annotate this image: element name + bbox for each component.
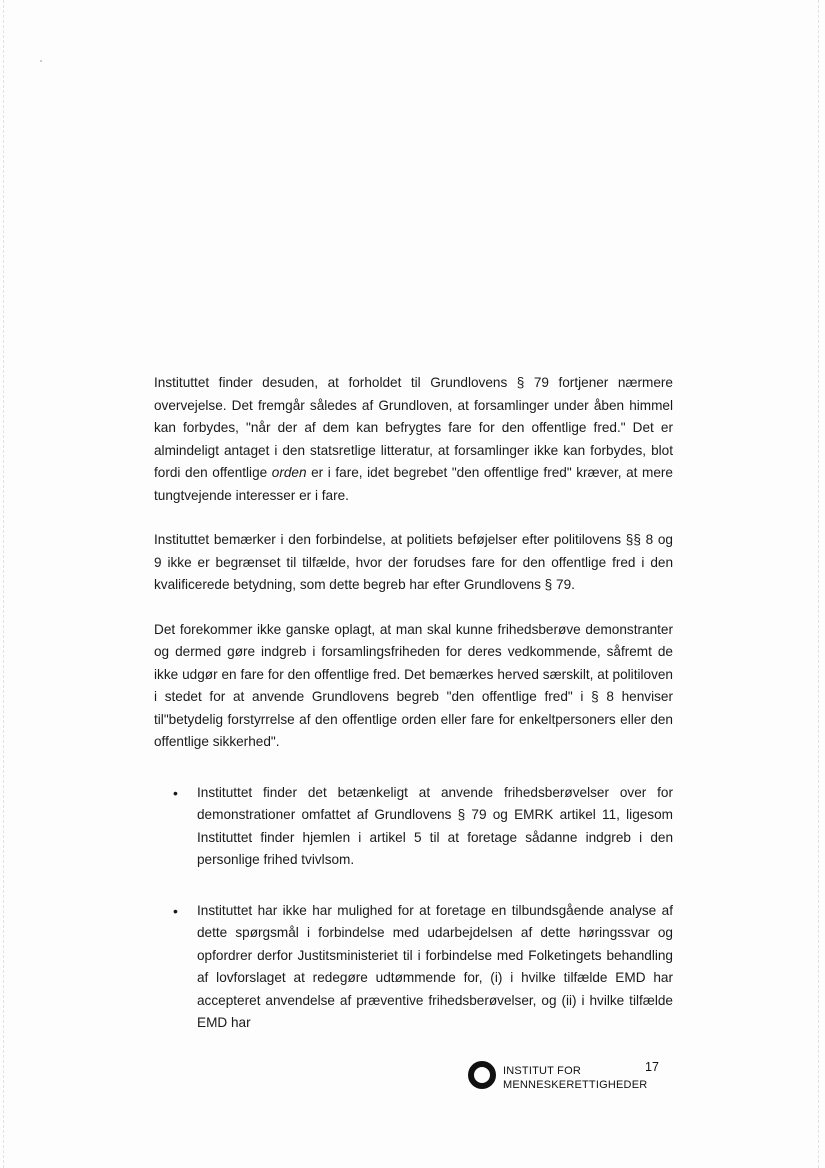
bullet-item-1 xyxy=(173,782,673,872)
bullet-icon: • xyxy=(173,902,178,919)
scan-speck xyxy=(40,60,42,62)
bullet-text-2: Instituttet har ikke har mulighed for at foretage en tilbundsgående analyse af dette spørgsmål i forbindelse med udarbejdelsen af dette høringssvar og opfordrer derfor Justitsministeriet til i forbindelse med Folketingets behandling af lovforslaget at redegøre udtømmende for, (i) i hvilke tilfælde EMD har accepteret anvendelse af præventive frihedsberøvelser, og (ii) i hvilke tilfælde EMD har xyxy=(197,902,673,1030)
footer-org-line-1: INSTITUT FOR xyxy=(503,1065,581,1077)
paragraph-2: Instituttet bemærker i den forbindelse, at politiets beføjelser efter politilovens §§ 8 og 9 ikke er begrænset til tilfælde, hvor der forudses fare for den offentlige fred i den kvalificerede betydning, som dette begreb har efter Grundlovens § 79. xyxy=(154,532,673,592)
footer-organization xyxy=(503,1064,647,1092)
paragraph-1-text-a: Instituttet finder desuden, at forholdet til Grundlovens § 79 fortjener nærmere overvejelse. Det fremgår således af Grundloven, at forsamlinger under åben himmel kan forbydes, "når der af dem kan befrygtes fare for den offentlige fred." Det er almindeligt antaget i den statsretlige litteratur, at forsamlinger ikke kan forbydes, blot fordi den offentlige xyxy=(154,375,673,480)
scan-edge-right xyxy=(818,0,819,1168)
bullet-item-2 xyxy=(173,900,673,1035)
footer-org-line-2: MENNESKERETTIGHEDER xyxy=(503,1079,648,1091)
scan-edge-left xyxy=(3,0,4,1168)
paragraph-1-text-b: er i fare, idet begrebet "den offentlige fred" kræver, at mere tungtvejende interesser er i fare. xyxy=(154,465,673,503)
bullet-list xyxy=(154,782,673,1035)
bullet-text-1: Instituttet finder det betænkeligt at anvende frihedsberøvelser over for demonstrationer omfattet af Grundlovens § 79 og EMRK artikel 11, ligesom Instituttet finder hjemlen i artikel 5 til at foretage sådanne indgreb i den personlige frihed tvivlsom. xyxy=(197,784,673,867)
paragraph-1 xyxy=(154,372,673,507)
bullet-icon: • xyxy=(173,784,178,801)
body-text xyxy=(154,372,673,1057)
paragraph-1-emphasis: orden xyxy=(271,465,307,480)
paragraph-3: Det forekommer ikke ganske oplagt, at man skal kunne frihedsberøve demonstranter og dermed gøre indgreb i forsamlingsfriheden for deres vedkommende, såfremt de ikke udgør en fare for den offentlige fred. Det bemærkes herved særskilt, at politiloven i stedet for at anvende Grundlovens begreb "den offentlige fred" i § 8 henviser til"betydelig forstyrrelse af den offentlige orden eller fare for enkeltpersoners eller den offentlige sikkerhed". xyxy=(154,621,673,749)
page-number: 17 xyxy=(645,1060,659,1074)
institute-logo-icon xyxy=(467,1060,497,1090)
